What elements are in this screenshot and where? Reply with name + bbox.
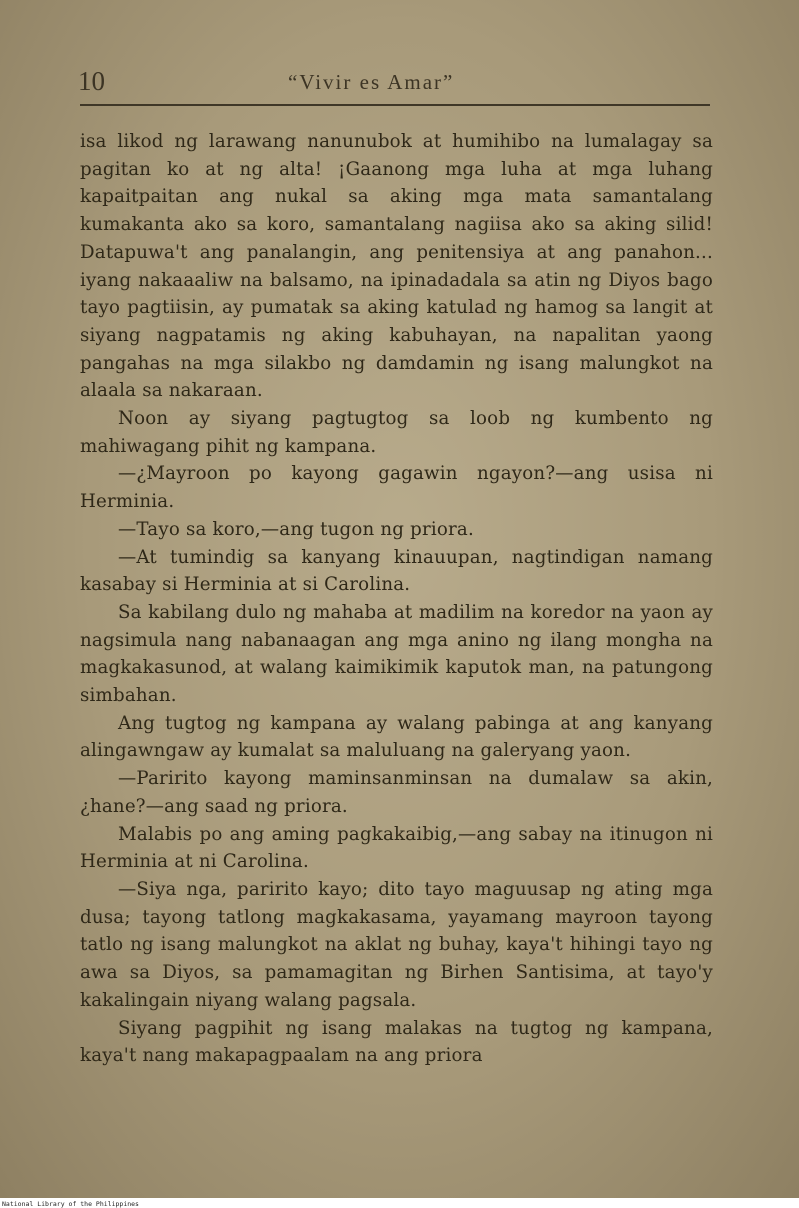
paragraph: —Siya nga, paririto kayo; dito tayo maguusap ng ating mga dusa; tayong tatlong magkakasama, yayamang mayroon tayong tatlo ng isang malungkot na aklat ng buhay, kaya't hihingi tayo ng awa sa Diyos, sa pamamagitan ng Birhen Santisima, at tayo'y kakalingain niyang walang pagsala. (80, 878, 713, 1011)
body-text (80, 128, 713, 1070)
header-rule (80, 104, 710, 106)
paragraph: Malabis po ang aming pagkakaibig,—ang sabay na itinugon ni Herminia at ni Carolina. (80, 823, 713, 873)
paragraph: Siyang pagpihit ng isang malakas na tugtog ng kampana, kaya't nang makapagpaalam na ang priora (80, 1017, 713, 1067)
paragraph: —Tayo sa koro,—ang tugon ng priora. (118, 518, 474, 540)
paragraph: Noon ay siyang pagtugtog sa loob ng kumbento ng mahiwagang pihit ng kampana. (80, 408, 713, 457)
page-header (78, 66, 710, 100)
paragraph: —At tumindig sa kanyang kinauupan, nagtindigan namang kasabay si Herminia at si Carolina. (80, 546, 713, 596)
page-number: 10 (78, 66, 105, 96)
paragraph: isa likod ng larawang nanunubok at humihibo na lumalagay sa pagitan ko at ng alta! ¡Gaanong mga luha at mga luhang kapaitpaitan ang nukal sa aking mga mata samantalang kumakanta ako sa koro, samantalang nagiisa ako sa aking silid! Datapuwa't ang panalangin, ang penitensiya at ang panahon... iyang nakaaaliw na balsamo, na ipinadadala sa atin ng Diyos bago tayo pagtiisin, ay pumatak sa aking katulad ng hamog sa langit at siyang nagpatamis ng aking kabuhayan, na napalitan yaong pangahas na mga silakbo ng damdamin ng isang malungkot na alaala sa nakaraan. (80, 131, 713, 402)
paragraph: Ang tugtog ng kampana ay walang pabinga at ang kanyang alingawngaw ay kumalat sa maluluang na galeryang yaon. (80, 712, 713, 762)
paragraph: —¿Mayroon po kayong gagawin ngayon?—ang usisa ni Herminia. (80, 463, 713, 513)
running-title: “Vivir es Amar” (288, 70, 455, 94)
paragraph: —Paririto kayong maminsanminsan na dumalaw sa akin, ¿hane?—ang saad ng priora. (80, 768, 713, 817)
paragraph: Sa kabilang dulo ng mahaba at madilim na koredor na yaon ay nagsimula nang nabanaagan ang mga anino ng ilang mongha na magkakasunod, at walang kaimikimik kaputok man, na patungong simbahan. (80, 601, 713, 707)
library-credit: National Library of the Philippines (2, 1200, 139, 1208)
